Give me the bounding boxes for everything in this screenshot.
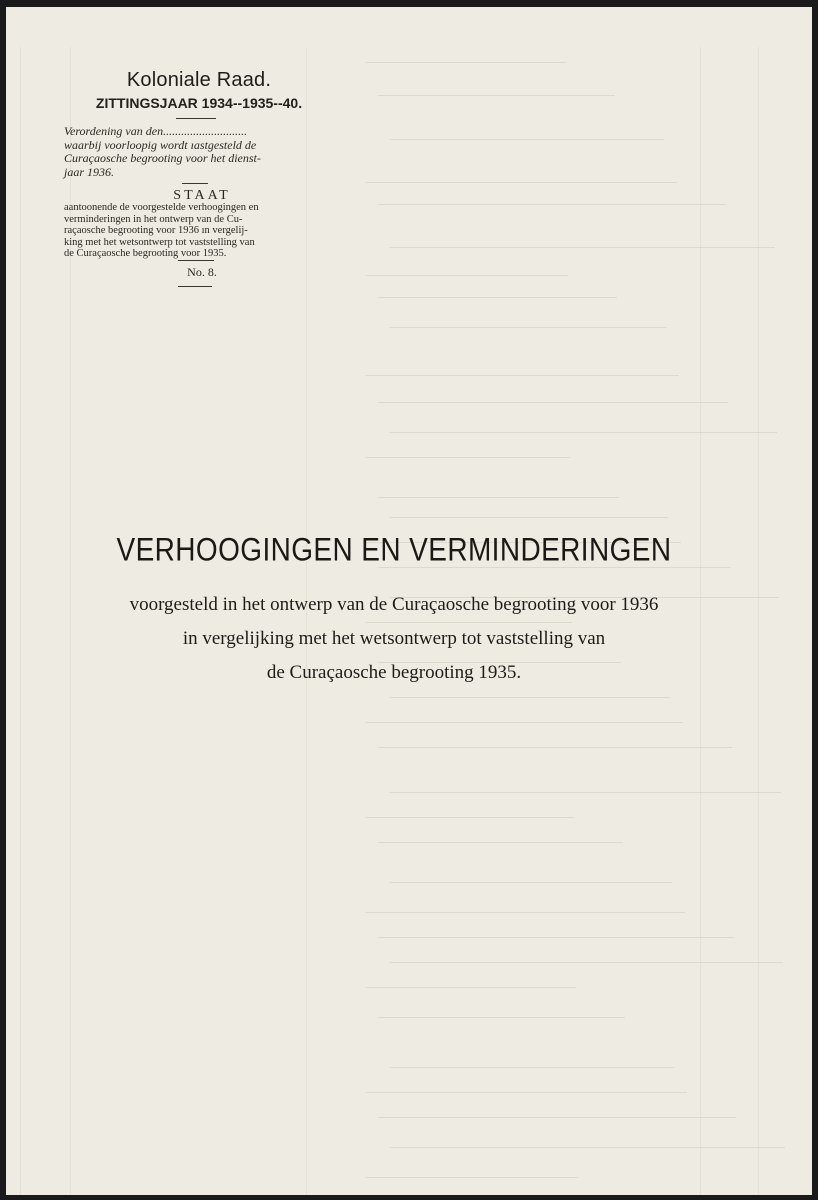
subtitle-line: de Curaçaosche begrooting 1935.	[266, 662, 522, 683]
bleed-line	[390, 1067, 674, 1068]
bleed-column	[758, 47, 759, 1195]
bleed-line	[390, 882, 672, 883]
bleed-line	[390, 792, 781, 793]
bleed-line	[366, 1092, 687, 1093]
divider	[176, 118, 216, 119]
ordinance-line: jaar 1936.	[64, 164, 115, 179]
bleed-line	[366, 912, 685, 913]
bleed-line	[390, 517, 668, 518]
divider	[178, 286, 212, 287]
bleed-line	[390, 1147, 785, 1148]
bleed-line	[366, 1177, 578, 1178]
bleed-line	[366, 722, 683, 723]
bleed-column	[700, 47, 701, 1195]
bleed-line	[366, 457, 570, 458]
bleed-line	[366, 275, 568, 276]
document-number: No. 8.	[187, 265, 217, 279]
bleed-line	[378, 402, 728, 403]
bleed-line	[390, 247, 775, 248]
bleed-line	[366, 375, 679, 376]
bleed-line	[378, 747, 732, 748]
council-name: Koloniale Raad.	[126, 69, 272, 91]
bleed-line	[378, 95, 615, 96]
bleed-line	[390, 697, 670, 698]
ordinance-line: Verordening van den............................	[64, 124, 248, 138]
bleed-line	[378, 297, 617, 298]
bleed-line	[390, 962, 783, 963]
bleed-line	[366, 62, 566, 63]
bleed-line	[378, 1117, 736, 1118]
bleed-line	[366, 622, 572, 623]
staat-description	[64, 202, 334, 260]
ordinance-reference	[64, 125, 326, 179]
bleed-line	[378, 1017, 625, 1018]
bleed-line	[366, 987, 576, 988]
session-year: ZITTINGSJAAR 1934--1935--40.	[95, 95, 303, 111]
bleed-line	[366, 182, 677, 183]
subtitle-line: voorgesteld in het ontwerp van de Curaçaosche begrooting voor 1936	[129, 594, 659, 615]
staat-title: STAAT	[173, 188, 231, 203]
bleed-line	[378, 204, 726, 205]
bleed-column	[20, 47, 21, 1195]
subtitle-line: in vergelijking met het wetsontwerp tot vaststelling van	[182, 628, 606, 649]
bleed-line	[366, 817, 574, 818]
document-page	[6, 7, 812, 1195]
ordinance-line: waarbij voorloopig wordt ıastgesteld de	[64, 137, 257, 152]
divider	[182, 183, 208, 184]
staat-line: king met het wetsontwerp tot vaststelling van	[64, 236, 255, 248]
bleed-line	[390, 432, 777, 433]
bleed-line	[378, 937, 734, 938]
staat-line: de Curaçaosche begrooting voor 1935.	[64, 248, 227, 259]
staat-line: verminderingen in het ontwerp van de Cu-	[64, 213, 243, 225]
staat-line: raçaosche begrooting voor 1936 ın vergelij-	[64, 225, 248, 236]
bleed-line	[378, 842, 623, 843]
divider	[178, 260, 214, 261]
staat-line: aantoonende de voorgestelde verhoogingen en	[64, 202, 259, 213]
bleed-line	[390, 327, 666, 328]
ordinance-line: Curaçaosche begrooting voor het dienst-	[64, 151, 261, 165]
main-title: VERHOOGINGEN EN VERMINDERINGEN	[116, 531, 672, 568]
bleed-line	[378, 497, 619, 498]
bleed-line	[390, 139, 664, 140]
